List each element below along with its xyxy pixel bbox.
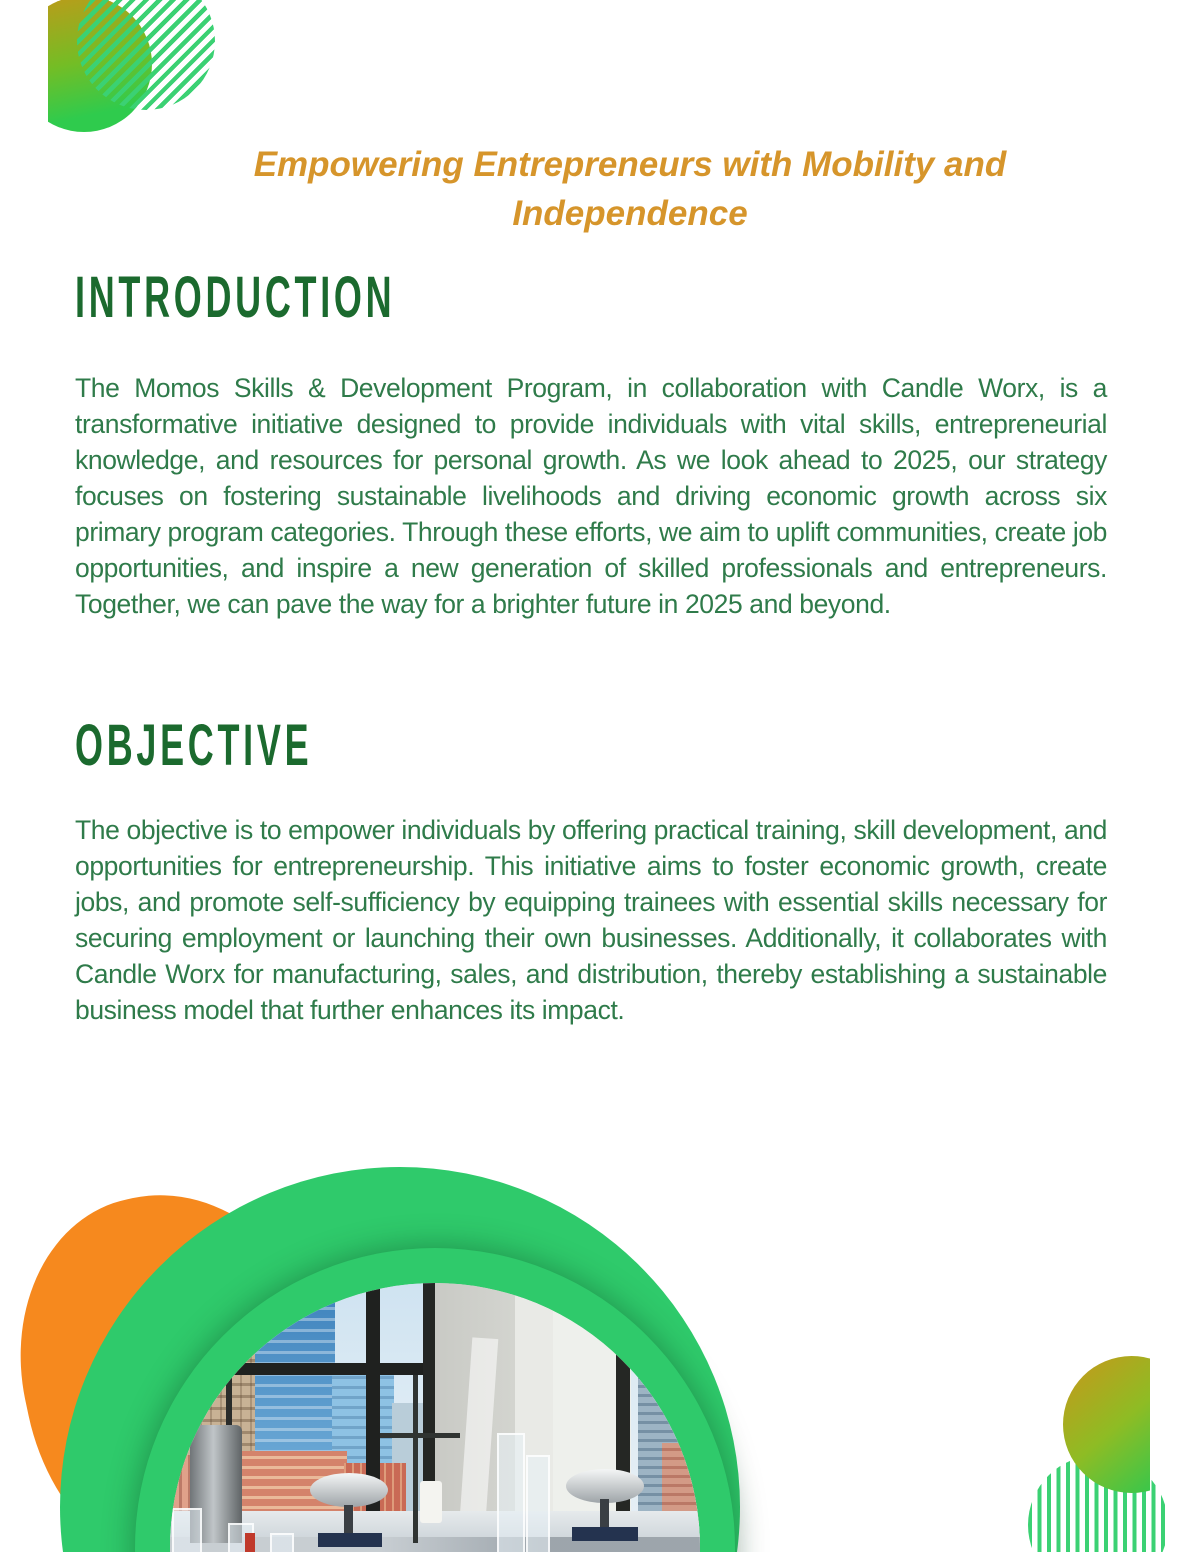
photo-glass-cylinder — [526, 1455, 550, 1552]
bottomright-gradient-circle-decoration — [1063, 1356, 1150, 1494]
gradient-circle-shape — [1063, 1356, 1150, 1493]
photo-bottle — [420, 1481, 442, 1523]
objective-paragraph: The objective is to empower individuals by offering practical training, skill development, and opportunities for entrepreneurship. This initiative aims to foster economic growth, create jobs, and promote self-sufficiency by equipping trainees with essential skills necessary for securing employment or launching their own businesses. Additionally, it collaborates with Candle Worx for manufacturing, sales, and distribution, thereby establishing a sustainable business model that further enhances its impact. — [75, 815, 1107, 1025]
photo-window-frame-horizontal — [170, 1363, 435, 1375]
introduction-paragraph: The Momos Skills & Development Program, in collaboration with Candle Worx, is a transformative initiative designed to provide individuals with vital skills, entrepreneurial knowledge, and resources for personal growth. As we look ahead to 2025, our strategy focuses on fostering sustainable livelihoods and driving economic growth across six primary program categories. Through these efforts, we aim to uplift communities, create job opportunities, and inspire a new generation of skilled professionals and entrepreneurs. Together, we can pave the way for a brighter future in 2025 and beyond. — [75, 373, 1107, 619]
photo-bowl-stand — [600, 1499, 609, 1529]
photo-glass-cylinder — [172, 1508, 202, 1552]
photo-glass-cylinder — [497, 1433, 525, 1552]
photo-lab-cityview — [170, 1283, 700, 1552]
page-title: Empowering Entrepreneurs with Mobility and Independence — [253, 145, 1007, 233]
photo-bowl-base — [572, 1527, 638, 1541]
section-heading-introduction: INTRODUCTION — [75, 265, 396, 330]
photo-bowl-stand — [344, 1505, 353, 1535]
photo-glass-cylinder — [270, 1533, 294, 1552]
photo-steel-bowl — [566, 1469, 644, 1503]
photo-steel-bowl — [310, 1473, 388, 1507]
photo-lab-stand-pole — [413, 1375, 418, 1543]
photo-bowl-base — [318, 1533, 382, 1547]
photo-lab-stand-arm — [380, 1433, 460, 1438]
section-heading-objective: OBJECTIVE — [75, 713, 313, 778]
photo-red-vial — [245, 1533, 255, 1552]
